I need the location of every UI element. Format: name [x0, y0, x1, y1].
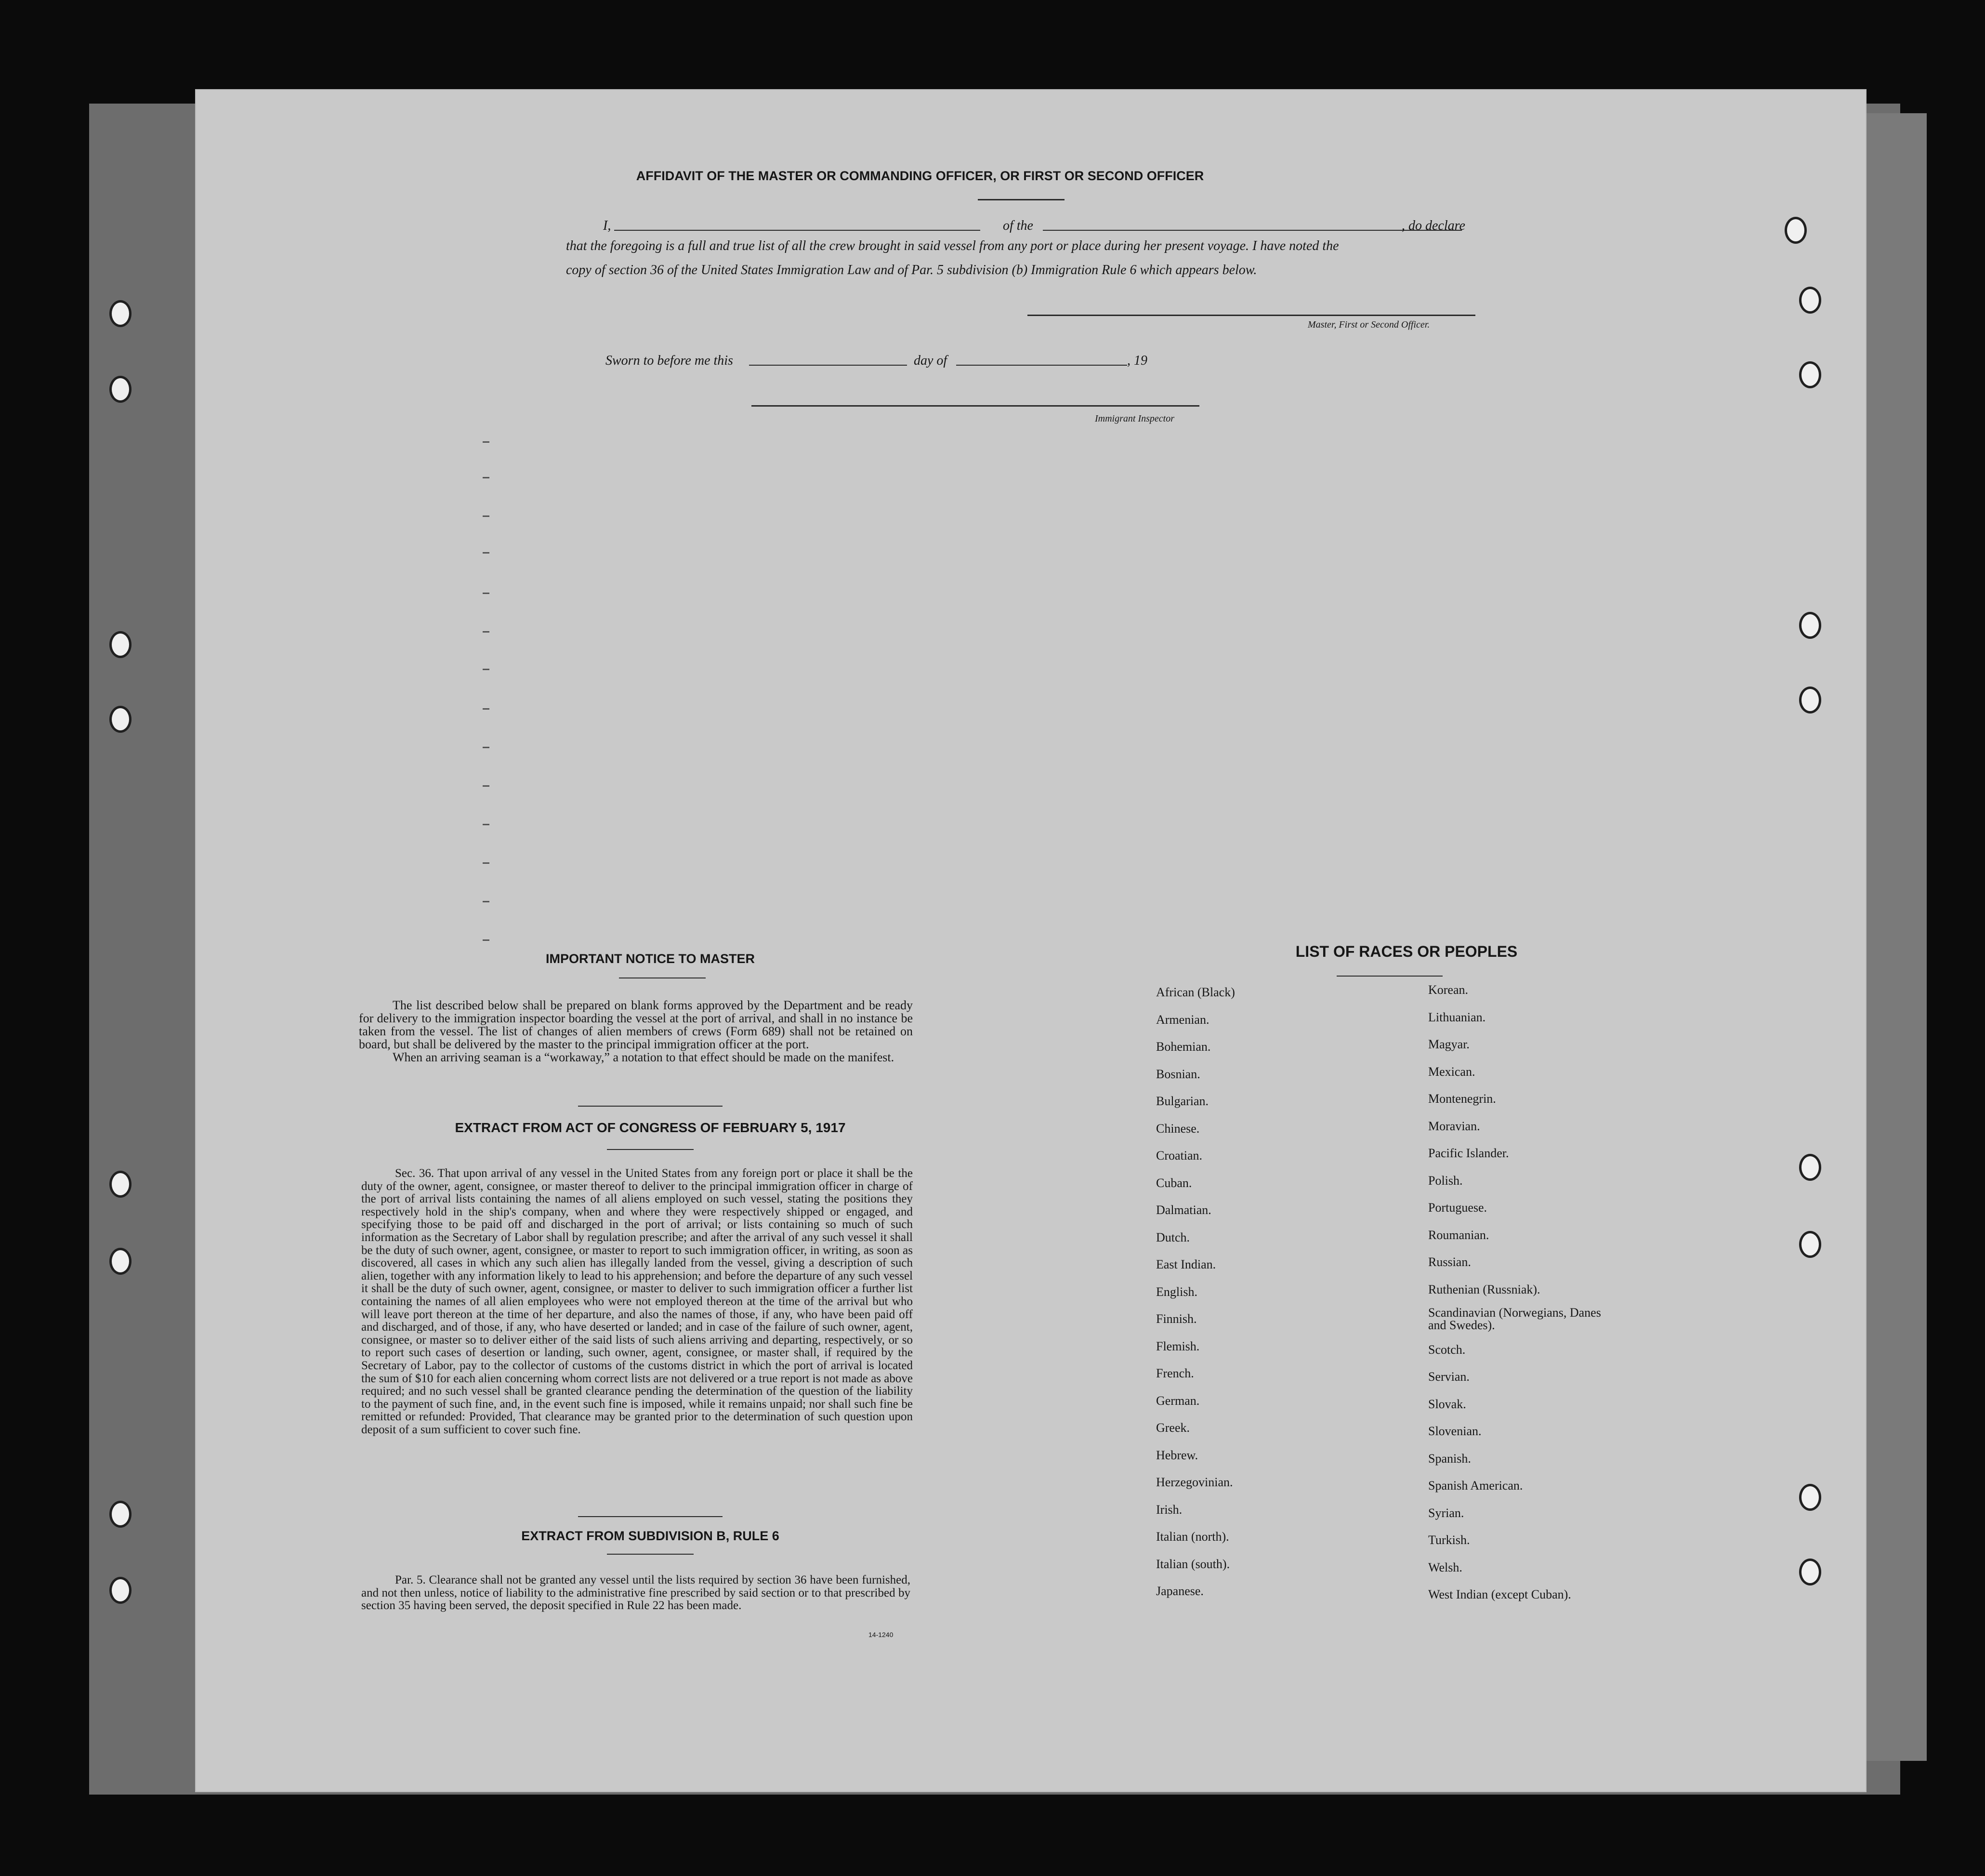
race-item: Dutch. — [1156, 1230, 1190, 1244]
race-item: Polish. — [1428, 1173, 1463, 1188]
binder-hole — [109, 631, 131, 658]
row-tick — [483, 708, 489, 710]
races-right-column — [1428, 983, 1679, 1609]
binder-hole — [1799, 1484, 1821, 1511]
row-tick — [483, 669, 489, 670]
divider — [607, 1554, 694, 1555]
race-item: Italian (south). — [1156, 1557, 1230, 1571]
race-item: Cuban. — [1156, 1176, 1192, 1190]
signature-label: Master, First or Second Officer. — [1308, 319, 1430, 330]
binder-hole — [1799, 1559, 1821, 1585]
race-item: Servian. — [1428, 1370, 1470, 1384]
divider — [578, 1106, 723, 1107]
binder-hole — [109, 1171, 131, 1198]
rule-extract-title: EXTRACT FROM SUBDIVISION B, RULE 6 — [521, 1529, 779, 1543]
race-item: Spanish American. — [1428, 1479, 1523, 1493]
row-tick — [483, 785, 489, 787]
race-item: Finnish. — [1156, 1312, 1197, 1326]
rule-extract-text — [361, 1574, 910, 1612]
sworn-label: Sworn to before me this — [605, 353, 733, 368]
race-item: Bosnian. — [1156, 1067, 1200, 1081]
binder-hole — [1799, 687, 1821, 713]
inspector-signature-line — [751, 405, 1199, 407]
binder-hole — [109, 1577, 131, 1604]
race-item: African (Black) — [1156, 985, 1235, 999]
row-tick — [483, 441, 489, 443]
race-item: Pacific Islander. — [1428, 1146, 1509, 1160]
form-number: 14-1240 — [868, 1631, 894, 1638]
row-tick — [483, 593, 489, 594]
race-item: Bulgarian. — [1156, 1094, 1209, 1108]
form-page — [195, 89, 1867, 1792]
binder-hole — [1799, 287, 1821, 314]
race-item: Bohemian. — [1156, 1040, 1211, 1054]
race-item: Greek. — [1156, 1421, 1190, 1435]
row-tick — [483, 901, 489, 902]
race-item: West Indian (except Cuban). — [1428, 1587, 1571, 1601]
race-item: Japanese. — [1156, 1584, 1204, 1598]
races-left-column — [1156, 985, 1416, 1612]
race-item: Slovak. — [1428, 1397, 1466, 1411]
row-tick — [483, 747, 489, 748]
race-item: Magyar. — [1428, 1037, 1470, 1051]
day-of-label: day of — [914, 353, 947, 368]
binder-hole — [109, 1248, 131, 1275]
affidavit-i-label: I, — [603, 218, 611, 233]
par-5-text: Par. 5. Clearance shall not be granted any vessel until the lists required by section 36 have been furnished, and not then unless, notice of liability to the administrative fine prescribed by said section or to that prescribed by section 35 having been served, the deposit specified in Rule 22 has been made. — [361, 1573, 910, 1612]
year-label: , 19 — [1127, 353, 1147, 368]
inspector-label: Immigrant Inspector — [1095, 413, 1174, 424]
race-item: Mexican. — [1428, 1064, 1475, 1079]
binder-hole — [1799, 1231, 1821, 1258]
act-extract-title: EXTRACT FROM ACT OF CONGRESS OF FEBRUARY 5, 1917 — [455, 1120, 846, 1135]
divider — [607, 1149, 694, 1150]
race-item: Scotch. — [1428, 1342, 1466, 1357]
race-item: Montenegrin. — [1428, 1092, 1496, 1106]
affidavit-of-the-label: of the — [1003, 218, 1033, 233]
row-tick — [483, 939, 489, 941]
race-item: Portuguese. — [1428, 1201, 1487, 1215]
binder-hole — [109, 300, 131, 327]
day-blank — [749, 365, 907, 366]
race-item: English. — [1156, 1284, 1197, 1299]
race-item: Lithuanian. — [1428, 1010, 1486, 1024]
divider — [978, 199, 1065, 200]
section-36-text: Sec. 36. That upon arrival of any vessel in the United States from any foreign port or place it shall be the duty of the owner, agent, consignee, or master thereof to deliver to the principal immigration officer in charge of the port of arrival lists containing the names of all aliens employed on such vessel, stating the positions they respectively hold in the ship's company, when and where they were respectively shipped or engaged, and specifying those to be paid off and discharged in the port of arrival; or lists containing so much of such information as the Secretary of Labor shall by regulation prescribe; and after the arrival of any such vessel it shall be the duty of such owner, agent, consignee, or master to report to such immigration officer, in writing, as soon as discovered, all cases in which any such alien has illegally landed from the vessel, giving a description of such alien, together with any information likely to lead to his apprehension; and before the departure of any such vessel it shall be the duty of such owner, agent, consignee, or master to deliver to such immigration officer a further list containing the names of all alien employees who were not employed thereon at the time of the arrival but who will leave port thereon at the time of her departure, and also the names of those, if any, who have been paid off and discharged, and of those, if any, who have deserted or landed; and in case of the failure of such owner, agent, consignee, or master so to deliver either of the said lists of such aliens arriving and departing, respectively, or so to report such cases of desertion or landing, such owner, agent, consignee, or master shall, if required by the Secretary of Labor, pay to the collector of customs of the customs district in which the port of arrival is located the sum of $10 for each alien concerning whom correct lists are not delivered or a true report is not made as above required; and no such vessel shall be granted clearance pending the determination of the question of the liability to the payment of such fine, and, in the event such fine is imposed, while it remains unpaid; nor shall such fine be remitted or refunded: Provided, That clearance may be granted prior to the determination of such question upon deposit of a sum sufficient to cover such fine. — [361, 1167, 913, 1436]
notice-text — [359, 999, 913, 1064]
race-item: Croatian. — [1156, 1149, 1203, 1163]
race-item: Ruthenian (Russniak). — [1428, 1282, 1540, 1296]
race-item: Scandinavian (Norwegians, Danes and Swedes). — [1428, 1306, 1601, 1332]
binder-hole — [109, 376, 131, 403]
binder-hole — [1799, 361, 1821, 388]
race-item: Korean. — [1428, 983, 1469, 997]
races-title: LIST OF RACES OR PEOPLES — [1295, 943, 1518, 960]
signature-line — [1027, 315, 1475, 316]
race-item: Chinese. — [1156, 1121, 1200, 1136]
vessel-blank — [1043, 230, 1462, 231]
race-item: Italian (north). — [1156, 1530, 1229, 1544]
race-item: Flemish. — [1156, 1339, 1200, 1353]
affidavit-declare-label: , do declare — [1402, 218, 1465, 233]
notice-title: IMPORTANT NOTICE TO MASTER — [546, 951, 755, 966]
race-item: Roumanian. — [1428, 1228, 1489, 1242]
binder-hole — [1799, 612, 1821, 639]
race-item: Moravian. — [1428, 1119, 1480, 1133]
race-item: East Indian. — [1156, 1257, 1216, 1271]
binder-hole — [1785, 217, 1807, 244]
row-tick — [483, 477, 489, 478]
race-item: Hebrew. — [1156, 1448, 1198, 1462]
binder-hole — [109, 706, 131, 733]
race-item: Spanish. — [1428, 1451, 1471, 1466]
race-item: German. — [1156, 1393, 1200, 1408]
row-tick — [483, 862, 489, 864]
divider — [578, 1516, 723, 1517]
row-tick — [483, 824, 489, 825]
month-blank — [956, 365, 1127, 366]
race-item: Armenian. — [1156, 1012, 1209, 1027]
name-blank — [614, 230, 980, 231]
divider — [1337, 976, 1443, 977]
row-tick — [483, 631, 489, 633]
affidavit-line-3: copy of section 36 of the United States Immigration Law and of Par. 5 subdivision (b) Immigration Rule 6 which appears below. — [566, 263, 1257, 277]
affidavit-title: AFFIDAVIT OF THE MASTER OR COMMANDING OFFICER, OR FIRST OR SECOND OFFICER — [636, 169, 1204, 183]
notice-paragraph-1: The list described below shall be prepared on blank forms approved by the Department and be ready for delivery to the immigration inspector boarding the vessel at the port of arrival, and shall in no instance be taken from the vessel. The list of changes of alien members of crews (Form 689) shall not be retained on board, but shall be delivered by the master to the principal immigration officer at the port. — [359, 998, 913, 1051]
race-item: Dalmatian. — [1156, 1203, 1211, 1217]
race-item: Irish. — [1156, 1502, 1183, 1517]
row-tick — [483, 515, 489, 517]
race-item: French. — [1156, 1366, 1194, 1380]
notice-paragraph-2: When an arriving seaman is a “workaway,” a notation to that effect should be made on the manifest. — [393, 1050, 894, 1064]
race-item: Herzegovinian. — [1156, 1475, 1233, 1489]
binder-hole — [1799, 1154, 1821, 1181]
row-tick — [483, 552, 489, 554]
race-item: Welsh. — [1428, 1560, 1462, 1574]
affidavit-line-2: that the foregoing is a full and true list of all the crew brought in said vessel from any port or place during her present voyage. I have noted the — [566, 238, 1339, 253]
race-item: Turkish. — [1428, 1533, 1470, 1547]
binder-hole — [109, 1501, 131, 1528]
race-item: Russian. — [1428, 1255, 1471, 1269]
race-item: Syrian. — [1428, 1506, 1464, 1520]
act-extract-text — [361, 1167, 913, 1436]
race-item: Slovenian. — [1428, 1424, 1482, 1438]
